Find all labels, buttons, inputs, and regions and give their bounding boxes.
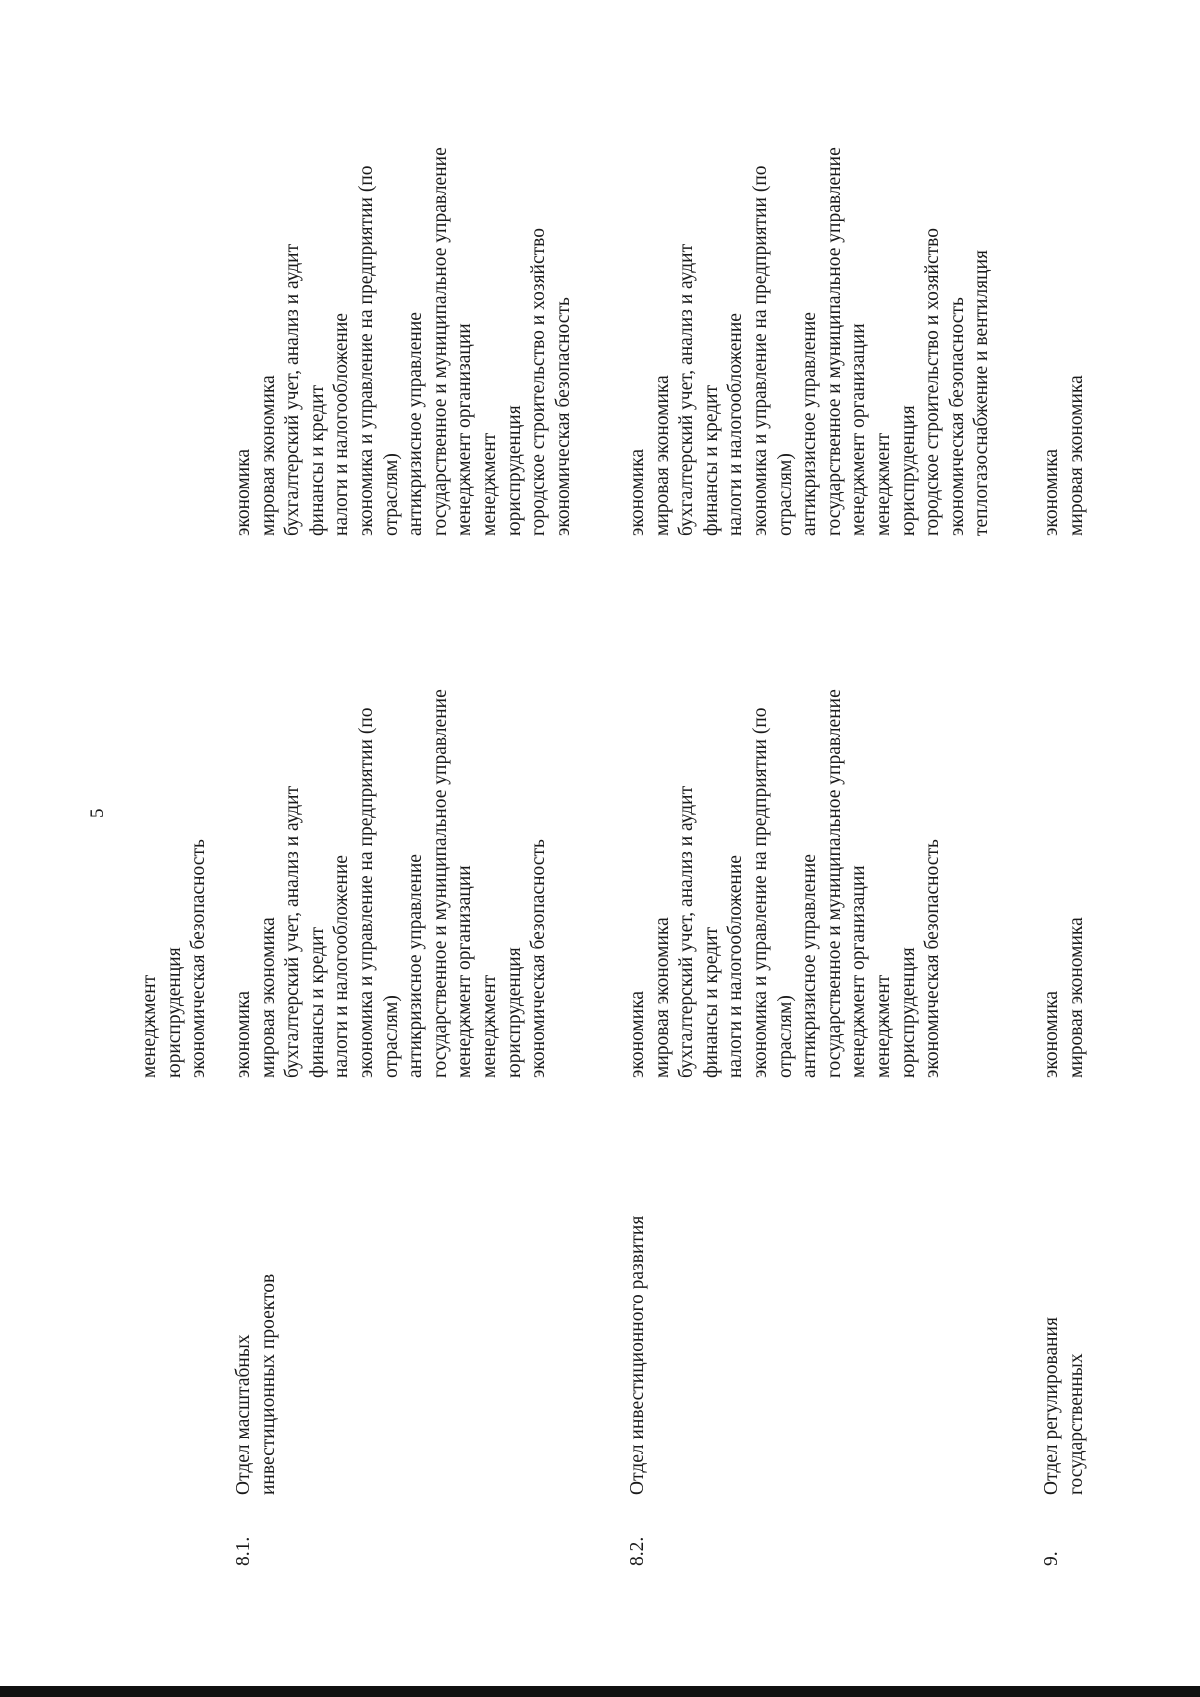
specialty-item: финансы и кредит [700, 384, 722, 536]
specialty-item: экономика и управление на предприятии (по [749, 707, 771, 1078]
specialty-item: бухгалтерский учет, анализ и аудит [676, 785, 698, 1078]
specialty-item: государственное и муниципальное управление [823, 689, 845, 1078]
specialty-item: антикризисное управление [405, 854, 427, 1078]
specialties-column-b [626, 147, 995, 536]
specialty-item: мировая экономика [651, 917, 673, 1078]
specialty-item: экономика и управление на предприятии (по [355, 165, 377, 536]
specialty-item: экономическая безопасность [552, 297, 574, 536]
specialty-item: мировая экономика [651, 375, 673, 536]
specialty-item: антикризисное управление [799, 854, 821, 1078]
specialty-item: антикризисное управление [405, 312, 427, 536]
specialty-item: мировая экономика [1065, 917, 1087, 1078]
specialty-item: экономическая безопасность [188, 839, 210, 1078]
specialty-item: финансы и кредит [306, 384, 328, 536]
specialty-item: юриспруденция [897, 405, 919, 536]
specialty-item: экономика [627, 448, 648, 536]
specialty-item: мировая экономика [257, 917, 279, 1078]
specialties-column-b [232, 147, 576, 536]
specialty-item: экономика и управление на предприятии (по [749, 165, 771, 536]
specialty-item: менеджмент [872, 974, 894, 1078]
specialties-column-a [1040, 917, 1089, 1078]
specialties-column-a [626, 689, 946, 1078]
continuation-specialties-a [138, 839, 212, 1078]
specialty-item: налоги и налогообложение [331, 313, 353, 536]
specialty-item: городское строительство и хозяйство [922, 228, 944, 536]
specialties-column-b [1040, 375, 1089, 536]
specialty-item: менеджмент организации [848, 323, 870, 536]
specialty-item: экономическая безопасность [946, 297, 968, 536]
specialty-item: менеджмент [478, 974, 500, 1078]
specialty-item: менеджмент организации [454, 865, 476, 1078]
specialty-item: отраслям) [380, 995, 402, 1078]
department-title: Отдел регулирования государственных [1041, 1317, 1087, 1495]
row-number: 8.2. [627, 1536, 648, 1566]
specialty-item: государственное и муниципальное управление [429, 147, 451, 536]
specialty-item: бухгалтерский учет, анализ и аудит [676, 243, 698, 536]
specialty-item: экономика [1041, 448, 1062, 536]
specialty-item: юриспруденция [503, 947, 525, 1078]
department-title: Отдел инвестиционного развития [627, 1215, 648, 1495]
specialty-item: экономика [233, 448, 254, 536]
specialty-item: финансы и кредит [700, 926, 722, 1078]
specialty-item: антикризисное управление [799, 312, 821, 536]
specialty-item: отраслям) [774, 995, 796, 1078]
specialty-item: отраслям) [774, 453, 796, 536]
specialty-item: юриспруденция [897, 947, 919, 1078]
specialty-item: налоги и налогообложение [331, 855, 353, 1078]
specialty-item: городское строительство и хозяйство [528, 228, 550, 536]
specialty-item: налоги и налогообложение [725, 855, 747, 1078]
specialty-item: экономика и управление на предприятии (по [355, 707, 377, 1078]
scan-edge-bar [0, 1686, 1200, 1697]
specialty-item: менеджмент [872, 432, 894, 536]
row-number: 8.1. [233, 1536, 254, 1566]
specialty-item: налоги и налогообложение [725, 313, 747, 536]
specialty-item: бухгалтерский учет, анализ и аудит [282, 243, 304, 536]
specialty-item: экономика [627, 990, 648, 1078]
department-title: Отдел масштабных инвестиционных проектов [233, 1273, 279, 1495]
specialties-column-a [232, 689, 552, 1078]
specialty-item: менеджмент [139, 974, 160, 1078]
specialty-item: экономическая безопасность [528, 839, 550, 1078]
specialty-item: юриспруденция [163, 947, 185, 1078]
specialty-item: экономика [1041, 990, 1062, 1078]
specialty-item: теплогазоснабжение и вентиляция [971, 249, 993, 536]
specialty-item: экономическая безопасность [922, 839, 944, 1078]
specialty-item: мировая экономика [1065, 375, 1087, 536]
specialty-item: менеджмент организации [848, 865, 870, 1078]
specialty-item: юриспруденция [503, 405, 525, 536]
specialty-item: экономика [233, 990, 254, 1078]
page-number: 5 [87, 808, 108, 818]
row-number: 9. [1041, 1551, 1062, 1566]
specialty-item: мировая экономика [257, 375, 279, 536]
specialty-item: государственное и муниципальное управление [823, 147, 845, 536]
specialty-item: менеджмент [478, 432, 500, 536]
specialty-item: государственное и муниципальное управление [429, 689, 451, 1078]
specialty-item: отраслям) [380, 453, 402, 536]
specialty-item: финансы и кредит [306, 926, 328, 1078]
specialty-item: бухгалтерский учет, анализ и аудит [282, 785, 304, 1078]
specialty-item: менеджмент организации [454, 323, 476, 536]
